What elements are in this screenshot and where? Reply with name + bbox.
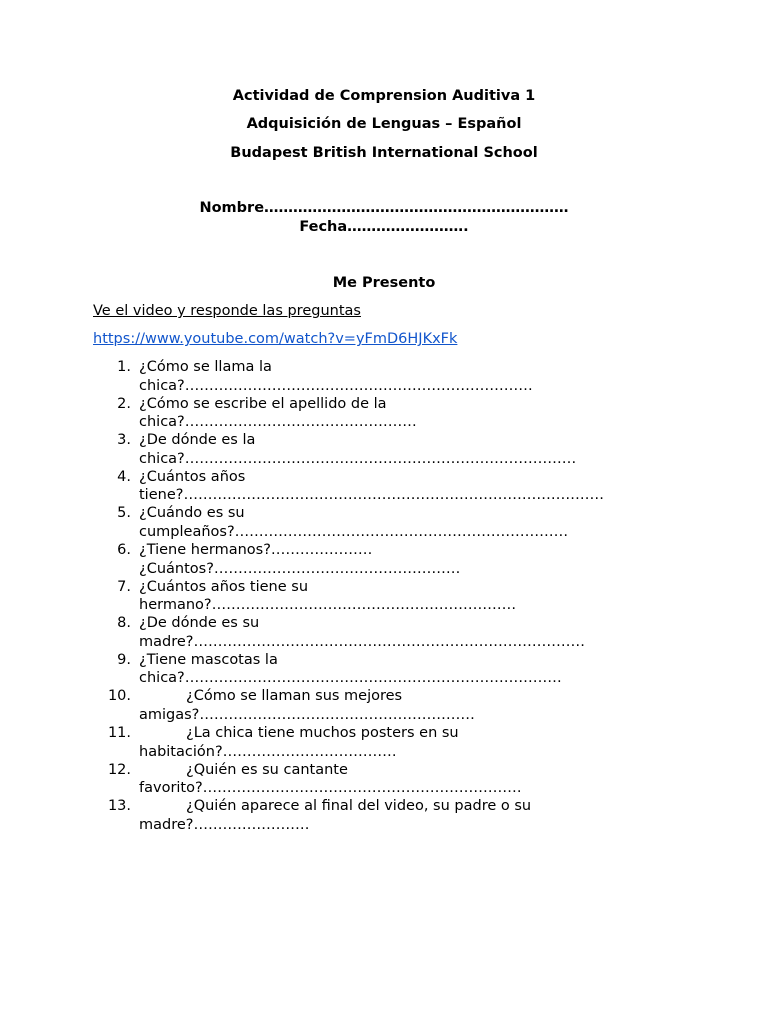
question-text: ¿Cómo se llaman sus mejores <box>186 688 403 705</box>
question-number: 7. <box>117 578 131 595</box>
answer-line: madre?……………………………………………………………………… <box>139 633 585 650</box>
question-number: 2. <box>117 395 131 412</box>
answer-line: hermano?……………………………………………………… <box>139 597 517 614</box>
section-title: Me Presento <box>332 275 436 291</box>
question-text: ¿La chica tiene muchos posters en su <box>186 725 459 741</box>
question-text: ¿Tiene hermanos?………………… <box>139 542 373 558</box>
question-number: 10. <box>107 688 131 705</box>
question-number: 13. <box>107 798 131 815</box>
instruction-text: Ve el video y responde las preguntas <box>93 303 361 319</box>
answer-line: amigas?………………………………………………… <box>139 706 475 723</box>
question-text: ¿Cuántos años tiene su <box>139 578 309 595</box>
video-link[interactable]: https://www.youtube.com/watch?v=yFmD6HJKxFk <box>93 331 458 347</box>
question-text: ¿De dónde es su <box>139 615 260 632</box>
answer-line: chica?……………………………………………………………………… <box>139 450 577 467</box>
question-text: ¿Cómo se llama la <box>139 359 272 375</box>
question-text: ¿Cuándo es su <box>139 505 245 522</box>
answer-line: ¿Cuántos?…………………………………………… <box>139 560 461 577</box>
question-text: ¿Quién aparece al final del video, su padre o su <box>186 798 532 815</box>
answer-line: chica?……………………………………………………………… <box>139 377 533 394</box>
worksheet-title: Actividad de Comprension Auditiva 1 <box>232 88 536 104</box>
answer-line: habitación?……………………………… <box>139 743 397 760</box>
answer-line: madre?…………………… <box>139 816 310 833</box>
question-number: 1. <box>117 359 131 375</box>
question-text: ¿Quién es su cantante <box>186 761 348 778</box>
answer-line: tiene?…………………………………………………………………………… <box>139 487 604 504</box>
question-text: ¿De dónde es la <box>139 432 256 449</box>
question-number: 4. <box>117 468 131 485</box>
answer-line: cumpleaños?…………………………………………………………… <box>139 523 569 540</box>
question-text: ¿Tiene mascotas la <box>139 651 278 668</box>
question-number: 3. <box>117 432 131 449</box>
question-number: 12. <box>107 761 131 778</box>
question-number: 5. <box>117 505 131 522</box>
date-field: Fecha……………………. <box>299 219 469 235</box>
question-number: 9. <box>117 651 131 668</box>
answer-line: chica?…………………………………………………………………… <box>139 670 562 687</box>
question-number: 6. <box>117 542 131 558</box>
question-number: 11. <box>107 725 131 741</box>
answer-line: favorito?………………………………………………………… <box>139 780 522 797</box>
course-subtitle: Adquisición de Lenguas – Español <box>246 116 522 132</box>
name-field: Nombre……………………………………………………… <box>199 200 569 216</box>
question-text: ¿Cómo se escribe el apellido de la <box>139 395 387 412</box>
answer-line: chica?………………………………………… <box>139 414 417 431</box>
question-text: ¿Cuántos años <box>139 468 246 485</box>
school-name: Budapest British International School <box>230 145 538 161</box>
question-number: 8. <box>117 615 131 632</box>
